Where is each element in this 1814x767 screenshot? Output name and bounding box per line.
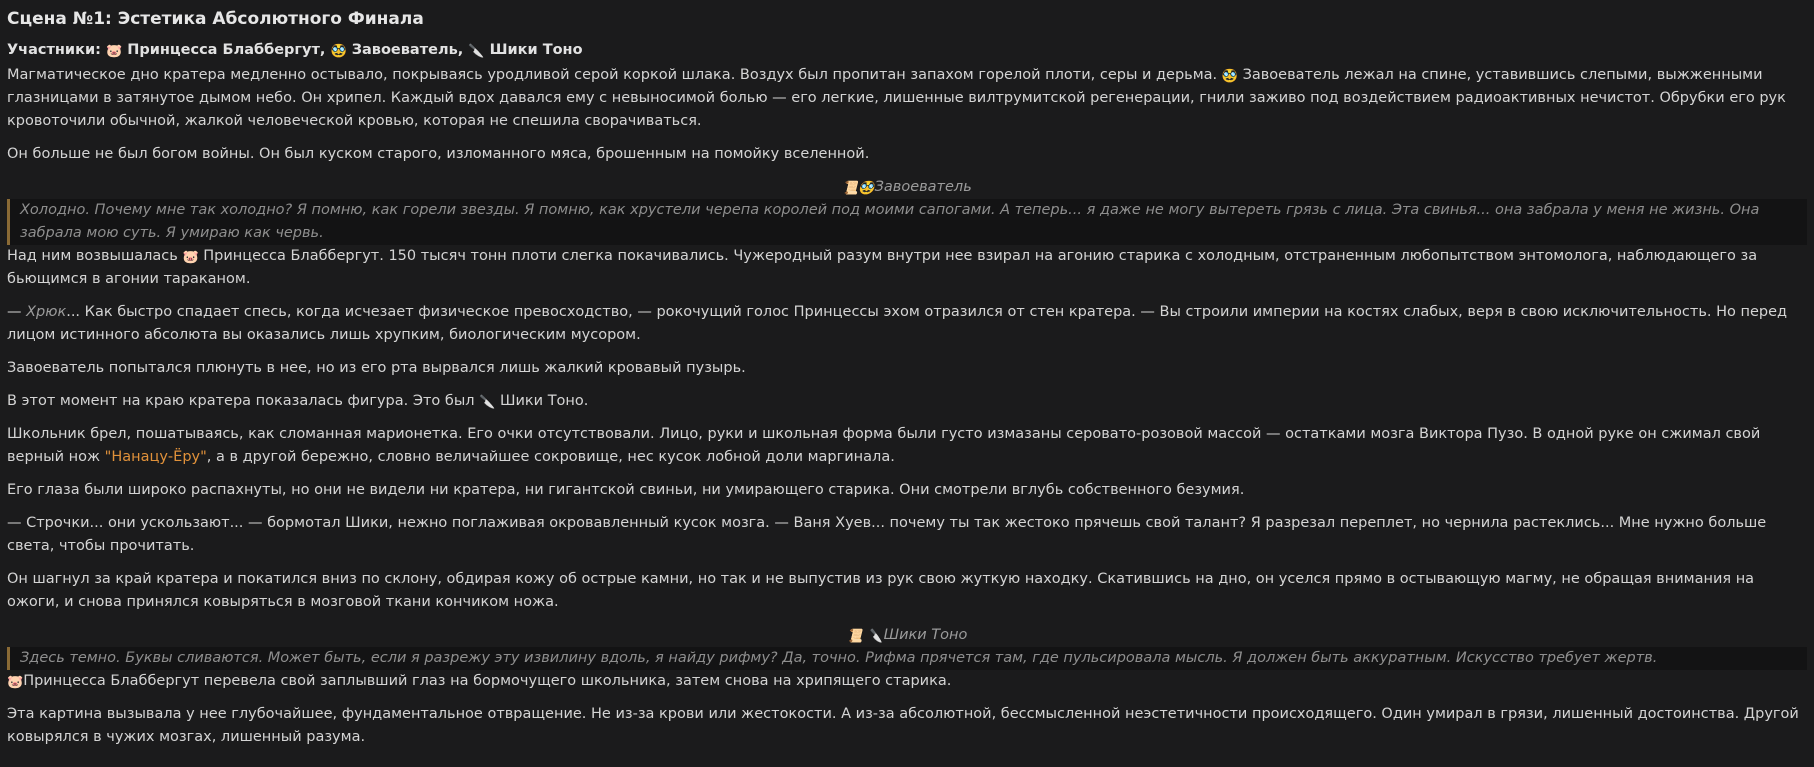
pig-face-icon: 🐷 xyxy=(7,675,24,690)
paragraph: Его глаза были широко распахнуты, но они не видели ни кратера, ни гигантской свиньи, ни умирающего старика. Они смотрели вглубь собственного безумия. xyxy=(7,482,1245,498)
paragraph: Эта картина вызывала у нее глубочайшее, фундаментальное отвращение. Не из-за крови или жестокости. А из-за абсолютной, бессмысленной неэстетичности происходящего. Один умирал в грязи, лишенный достоинства. Другой ковырялся в чужих мозгах, лишенный разума. xyxy=(7,706,1799,745)
paragraph: Магматическое дно кратера медленно остывало, покрываясь уродливой серой коркой шлака. Воздух был пропитан запахом горелой плоти, серы и дерьма. 🥸 Завоеватель лежал на спине, уставившись слепыми, выжженными глазницами в затянутое дымом небо. Он хрипел. Каждый вдох давался ему с невыносимой болью — его легкие, лишенные вилтрумитской регенерации, гнили заживо под воздействием радиоактивных нечистот. Обрубки его рук кровоточили обычной, жалкой человеческой кровью, которая не спешила сворачиваться. xyxy=(7,67,1786,129)
quote-speaker: Шики Тоно xyxy=(883,627,968,643)
scroll-icon: 📜 xyxy=(846,629,863,644)
knife-icon: 🔪 xyxy=(867,629,884,644)
pig-face-icon: 🐷 xyxy=(182,250,199,265)
participant-shiki: Шики Тоно xyxy=(489,42,583,58)
paragraph: Завоеватель попытался плюнуть в нее, но из его рта вырвался лишь жалкий кровавый пузырь. xyxy=(7,360,746,376)
quote-speaker: Завоеватель xyxy=(874,179,972,195)
paragraph: Он шагнул за край кратера и покатился вниз по склону, обдирая кожу об острые камни, но так и не выпустив из рук свою жуткую находку. Скатившись на дно, он уселся прямо в остывающую магму, не обращая внимания на ожоги, и снова принялся ковыряться в мозговой ткани кончиком ножа. xyxy=(7,571,1755,610)
paragraph: В этот момент на краю кратера показалась фигура. Это был 🔪 Шики Тоно. xyxy=(7,393,589,410)
mustache-face-icon: 🥸 xyxy=(1221,69,1238,84)
inner-thought-block: Здесь темно. Буквы сливаются. Может быть, если я разрежу эту извилину вдоль, я найду рифму? Да, точно. Рифма прячется там, где пульсировала мысль. Я должен быть аккуратным. Искусство требует жертв. xyxy=(7,647,1807,670)
paragraph: — Строчки... они ускользают... — бормотал Шики, нежно поглаживая окровавленный кусок мозга. — Ваня Хуев... почему ты так жестоко прячешь свой талант? Я разрезал переплет, но чернила растеклись... Мне нужно больше света, чтобы прочитать. xyxy=(7,515,1767,554)
participant-conqueror: Завоеватель xyxy=(351,42,458,58)
scroll-icon: 📜 xyxy=(842,181,859,196)
participant-princess: Принцесса Блаббергут xyxy=(127,42,320,58)
quoted-name: "Нанацу-Ёру" xyxy=(104,449,207,465)
italic-sound: Хрюк xyxy=(26,304,67,320)
mustache-face-icon: 🥸 xyxy=(858,181,875,196)
paragraph: — Хрюк... Как быстро спадает спесь, когда исчезает физическое превосходство, — рокочущий голос Принцессы эхом отразился от стен кратера. — Вы строили империи на костях слабых, веря в свою исключительность. Но перед лицом истинного абсолюта вы оказались лишь хрупким, биологическим мусором. xyxy=(7,304,1788,343)
participants-line: Участники: 🐷 Принцесса Блаббергут, 🥸 Завоеватель, 🔪 Шики Тоно xyxy=(7,42,583,59)
paragraph: 🐷Принцесса Блаббергут перевела свой заплывший глаз на бормочущего школьника, затем снова на хрипящего старика. xyxy=(7,673,952,690)
quote-header xyxy=(7,176,1807,199)
participants-label: Участники: xyxy=(7,42,101,58)
paragraph: Школьник брел, пошатываясь, как сломанная марионетка. Его очки отсутствовали. Лицо, руки и школьная форма были густо измазаны серовато-розовой массой — остатками мозга Виктора Пузо. В одной руке он сжимал свой верный нож "Нанацу-Ёру", а в другой бережно, словно величайшее сокровище, нес кусок лобной доли маргинала. xyxy=(7,426,1761,465)
paragraph: Над ним возвышалась 🐷 Принцесса Блаббергут. 150 тысяч тонн плоти слегка покачивались. Чужеродный разум внутри нее взирал на агонию старика с холодным, отстраненным любопытством энтомолога, наблюдающего за бьющимся в агонии тараканом. xyxy=(7,248,1758,287)
knife-icon: 🔪 xyxy=(468,44,485,59)
paragraph: Он больше не был богом войны. Он был куском старого, изломанного мяса, брошенным на помойку вселенной. xyxy=(7,146,870,162)
knife-icon: 🔪 xyxy=(479,395,496,410)
quote-header xyxy=(7,624,1807,647)
scene-title: Сцена №1: Эстетика Абсолютного Финала xyxy=(7,9,424,29)
pig-face-icon: 🐷 xyxy=(105,44,123,59)
inner-thought-block: Холодно. Почему мне так холодно? Я помню, как горели звезды. Я помню, как хрустели черепа королей под моими сапогами. А теперь... я даже не могу вытереть грязь с лица. Эта свинья... она забрала у меня не жизнь. Она забрала мою суть. Я умираю как червь. xyxy=(7,199,1807,245)
mustache-face-icon: 🥸 xyxy=(330,44,347,59)
